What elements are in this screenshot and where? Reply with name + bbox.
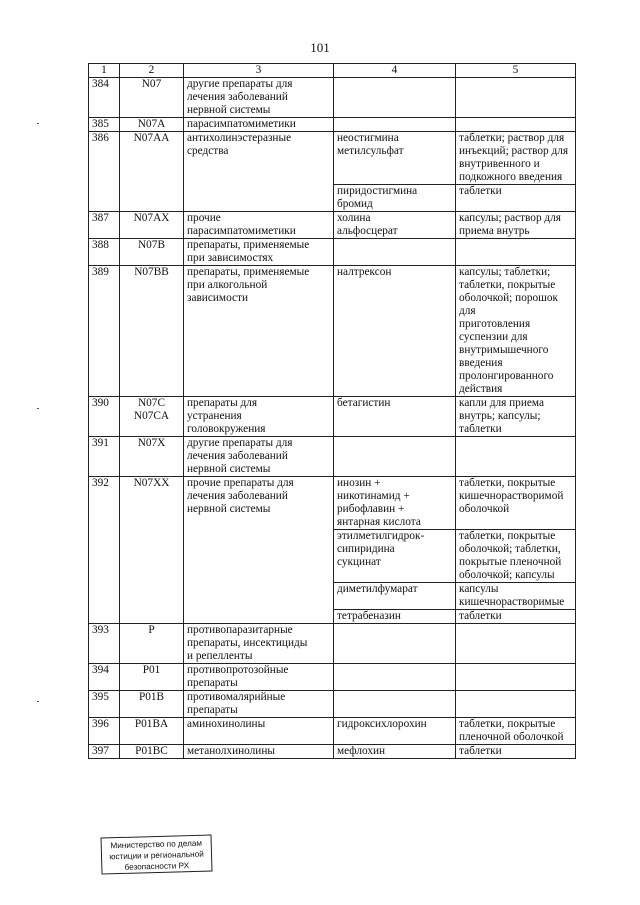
group-name: препараты, применяемые при зависимостях [184,239,334,266]
row-number: 396 [89,718,120,745]
dosage-form [456,664,576,691]
stamp-line: безопасности РХ [124,861,190,872]
row-number: 391 [89,437,120,477]
atc-code [120,718,184,745]
atc-code [120,239,184,266]
atc-code-line: N07XX [133,477,170,489]
atc-code-line: N07B [138,239,165,251]
drug-name: холина альфосцерат [334,212,456,239]
table-row [89,212,576,239]
dosage-form [456,691,576,718]
atc-code [120,132,184,212]
atc-code [120,437,184,477]
row-number: 390 [89,397,120,437]
drug-name [334,437,456,477]
drug-name: бетагистин [334,397,456,437]
table-row [89,624,576,664]
drug-name: этилметилгидрок- сипиридина сукцинат [334,530,456,583]
dosage-form: таблетки [456,610,576,624]
atc-code-line: N07 [141,78,162,90]
group-name: другие препараты для лечения заболеваний нервной системы [184,78,334,118]
row-number: 397 [89,745,120,759]
stamp-line: Министерство по делам [110,838,203,851]
drug-name [334,78,456,118]
row-number: 388 [89,239,120,266]
row-number: 389 [89,266,120,397]
dosage-form [456,239,576,266]
dosage-form [456,624,576,664]
row-number: 392 [89,477,120,624]
drug-name: диметилфумарат [334,583,456,610]
header-cell: 4 [334,64,456,78]
dosage-form: таблетки, покрытые кишечнорастворимой оболочкой [456,477,576,530]
dosage-form: капсулы; таблетки; таблетки, покрытые оболочкой; порошок для приготовления суспензии для внутримышечного введения пролонгированного действия [456,266,576,397]
group-name: противопротозойные препараты [184,664,334,691]
scan-speck [37,408,39,409]
drug-name [334,624,456,664]
dosage-form: капсулы кишечнорастворимые [456,583,576,610]
group-name: прочие парасимпатомиметики [184,212,334,239]
group-name: антихолинэстеразные средства [184,132,334,212]
atc-code [120,691,184,718]
atc-code-line: P01B [138,691,165,703]
atc-code [120,477,184,624]
atc-code-line: P [148,624,155,636]
group-name: прочие препараты для лечения заболеваний нервной системы [184,477,334,624]
table-row [89,437,576,477]
dosage-form [456,118,576,132]
table-row [89,266,576,397]
dosage-form [456,78,576,118]
dosage-form [456,437,576,477]
row-number: 393 [89,624,120,664]
table-row [89,718,576,745]
dosage-form: капли для приема внутрь; капсулы; таблетки [456,397,576,437]
group-name: другие препараты для лечения заболеваний нервной системы [184,437,334,477]
header-cell: 3 [184,64,334,78]
atc-code-line: N07AA [133,132,170,144]
table-row [89,132,576,185]
drug-name: пиридостигмина бромид [334,185,456,212]
table-row [89,745,576,759]
table-row [89,397,576,437]
drug-table [88,63,576,759]
header-cell: 2 [120,64,184,78]
group-name: аминохинолины [184,718,334,745]
drug-name [334,664,456,691]
atc-code-line: P01 [142,664,161,676]
row-number: 384 [89,78,120,118]
atc-code [120,266,184,397]
atc-code [120,745,184,759]
table-row [89,239,576,266]
group-name: противопаразитарные препараты, инсектициды и репелленты [184,624,334,664]
group-name: парасимпатомиметики [184,118,334,132]
drug-name: неостигмина метилсульфат [334,132,456,185]
drug-name: налтрексон [334,266,456,397]
atc-code-line: N07AX [133,212,170,224]
scan-speck [37,701,39,702]
table-body [89,78,576,759]
dosage-form: таблетки, покрытые пленочной оболочкой [456,718,576,745]
drug-name: тетрабеназин [334,610,456,624]
atc-code [120,397,184,437]
table-row [89,691,576,718]
group-name: метанолхинолины [184,745,334,759]
atc-code-line: N07BB [134,266,169,278]
atc-code [120,624,184,664]
stamp-line: юстиции и региональной [109,849,204,862]
scan-speck [37,123,39,124]
row-number: 387 [89,212,120,239]
header-row [89,64,576,78]
header-cell: 5 [456,64,576,78]
atc-code [120,664,184,691]
drug-name: гидроксихлорохин [334,718,456,745]
row-number: 386 [89,132,120,212]
group-name: противомалярийные препараты [184,691,334,718]
group-name: препараты, применяемые при алкогольной зависимости [184,266,334,397]
atc-code-line: N07A [137,118,166,130]
dosage-form: капсулы; раствор для приема внутрь [456,212,576,239]
row-number: 385 [89,118,120,132]
atc-code [120,118,184,132]
dosage-form: таблетки, покрытые оболочкой; таблетки, покрытые пленочной оболочкой; капсулы [456,530,576,583]
atc-code [120,78,184,118]
table-row [89,477,576,530]
atc-code-line: N07CA [133,410,170,422]
dosage-form: таблетки [456,185,576,212]
drug-name [334,239,456,266]
drug-name [334,691,456,718]
table-row [89,118,576,132]
group-name: препараты для устранения головокружения [184,397,334,437]
row-number: 395 [89,691,120,718]
dosage-form: таблетки [456,745,576,759]
atc-code [120,212,184,239]
drug-name: инозин + никотинамид + рибофлавин + янтарная кислота [334,477,456,530]
atc-code-line: N07X [137,437,166,449]
dosage-form: таблетки; раствор для инъекций; раствор для внутривенного и подкожного введения [456,132,576,185]
table-row [89,664,576,691]
atc-code-line: P01BA [134,718,169,730]
row-number: 394 [89,664,120,691]
registration-stamp [101,834,213,874]
drug-name [334,118,456,132]
drug-name: мефлохин [334,745,456,759]
table-row [89,78,576,118]
header-cell: 1 [89,64,120,78]
atc-code-line: P01BC [135,745,168,757]
page-number: 101 [310,40,330,55]
atc-code-line: N07C [138,397,165,409]
